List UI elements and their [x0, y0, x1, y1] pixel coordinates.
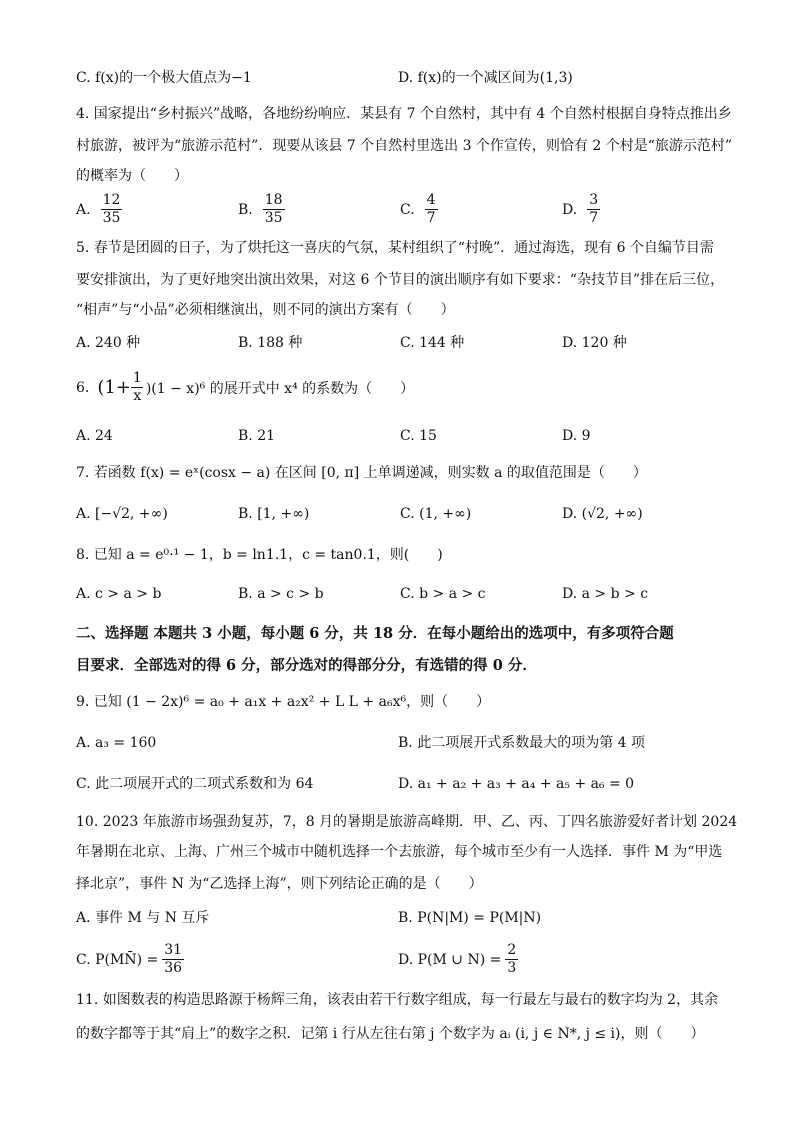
q5-option-c: C. 144 种: [400, 335, 465, 351]
option-label: A.: [76, 201, 91, 218]
q9-option-b: B. 此二项展开式系数最大的项为第 4 项: [398, 735, 645, 751]
q10-option-c: [76, 942, 184, 977]
question-6-line: [76, 370, 414, 405]
option-c: C. f(x)的一个极大值点为−1: [76, 70, 252, 86]
question-11-line-1: 11. 如图数表的构造思路源于杨辉三角，该表由若干行数字组成，每一行最左与最右的数字均为 2，其余: [76, 992, 719, 1008]
q5-option-d: D. 120 种: [562, 335, 627, 351]
question-4-line-2: 村旅游，被评为“旅游示范村”．现要从该县 7 个自然村里选出 3 个作宣传，则恰有 2 个村是“旅游示范村”: [76, 138, 733, 154]
q10-option-a: A. 事件 M 与 N 互斥: [76, 910, 210, 926]
q4-option-c: [400, 192, 438, 227]
q8-option-d: D. a > b > c: [562, 586, 649, 602]
q6-option-c: C. 15: [400, 428, 437, 444]
q4-option-d: [562, 192, 600, 227]
q4-option-a: [76, 192, 122, 227]
expression-post: )(1 − x)⁶ 的展开式中 x⁴ 的系数为（ ）: [145, 380, 415, 397]
option-label: C.: [400, 201, 415, 218]
option-d: D. f(x)的一个减区间为(1,3): [398, 70, 573, 86]
question-4-line-3: 的概率为（ ）: [76, 168, 188, 184]
question-7-line: 7. 若函数 f(x) = eˣ(cosx − a) 在区间 [0, π] 上单调递减，则实数 a 的取值范围是（ ）: [76, 465, 647, 481]
option-text: C. P(MN̄) =: [76, 951, 159, 968]
option-label: D.: [562, 201, 578, 218]
q8-option-c: C. b > a > c: [400, 586, 486, 602]
option-text: D. P(M ∪ N) =: [398, 951, 502, 968]
question-8-line: 8. 已知 a = e⁰·¹ − 1，b = ln1.1，c = tan0.1，则( ): [76, 547, 443, 563]
question-number: 6.: [76, 379, 90, 396]
question-10-line-1: 10. 2023 年旅游市场强劲复苏，7，8 月的暑期是旅游高峰期．甲、乙、丙、丁四名旅游爱好者计划 2024: [76, 814, 738, 830]
q10-option-d: [398, 942, 518, 977]
q7-option-a: A. [−√2, +∞): [76, 506, 168, 522]
q7-option-d: D. (√2, +∞): [562, 506, 643, 522]
question-5-line-1: 5. 春节是团圆的日子，为了烘托这一喜庆的气氛，某村组织了“村晚”．通过海选，现有 6 个自编节目需: [76, 240, 714, 256]
question-11-line-2: 的数字都等于其“肩上”的数字之积．记第 i 行从左往右第 j 个数字为 aᵢ (i, j ∈ N*, j ≤ i)，则（ ）: [76, 1026, 705, 1042]
q8-option-a: A. c > a > b: [76, 586, 162, 602]
q7-option-b: B. [1, +∞): [238, 506, 310, 522]
question-5-line-3: “相声”与“小品”必须相继演出，则不同的演出方案有（ ）: [76, 302, 455, 318]
question-10-line-2: 年暑期在北京、上海、广州三个城市中随机选择一个去旅游，每个城市至少有一人选择．事件 M 为“甲选: [76, 844, 723, 860]
question-4-line-1: 4. 国家提出“乡村振兴”战略，各地纷纷响应．某县有 7 个自然村，其中有 4 个自然村根据自身特点推出乡: [76, 106, 732, 122]
q6-option-a: A. 24: [76, 428, 113, 444]
section-2-heading-line-1: 二、选择题 本题共 3 小题，每小题 6 分，共 18 分．在每小题给出的选项中，有多项符合题: [76, 625, 674, 642]
fraction: $\frac{12}{35}$: [102, 192, 121, 226]
q5-option-b: B. 188 种: [238, 335, 303, 351]
q9-option-d: D. a₁ + a₂ + a₃ + a₄ + a₅ + a₆ = 0: [398, 776, 635, 792]
q10-option-b: B. P(N|M) = P(M|N): [398, 910, 542, 926]
option-label: B.: [238, 201, 253, 218]
fraction: $\frac{18}{35}$: [264, 192, 283, 226]
expression-pre: (1+: [97, 377, 131, 398]
q8-option-b: B. a > c > b: [238, 586, 324, 602]
q9-option-c: C. 此二项展开式的二项式系数和为 64: [76, 776, 314, 792]
question-10-line-3: 择北京”，事件 N 为“乙选择上海”，则下列结论正确的是（ ）: [76, 876, 483, 892]
fraction: $\frac{31}{36}$: [164, 942, 183, 976]
fraction: $\frac{2}{3}$: [507, 942, 517, 976]
q7-option-c: C. (1, +∞): [400, 506, 472, 522]
q9-option-a: A. a₃ = 160: [76, 735, 157, 751]
q6-option-b: B. 21: [238, 428, 276, 444]
fraction: $\frac{1}{x}$: [132, 370, 142, 404]
q6-option-d: D. 9: [562, 428, 591, 444]
fraction: $\frac{4}{7}$: [426, 192, 436, 226]
section-2-heading-line-2: 目要求．全部选对的得 6 分，部分选对的得部分分，有选错的得 0 分．: [76, 657, 537, 674]
q5-option-a: A. 240 种: [76, 335, 141, 351]
question-9-line: 9. 已知 (1 − 2x)⁶ = a₀ + a₁x + a₂x² + L L + a₆x⁶，则（ ）: [76, 694, 491, 710]
fraction: $\frac{3}{7}$: [589, 192, 599, 226]
question-5-line-2: 要安排演出，为了更好地突出演出效果，对这 6 个节目的演出顺序有如下要求：“杂技节目”排在后三位，: [76, 272, 725, 288]
q4-option-b: [238, 192, 285, 227]
